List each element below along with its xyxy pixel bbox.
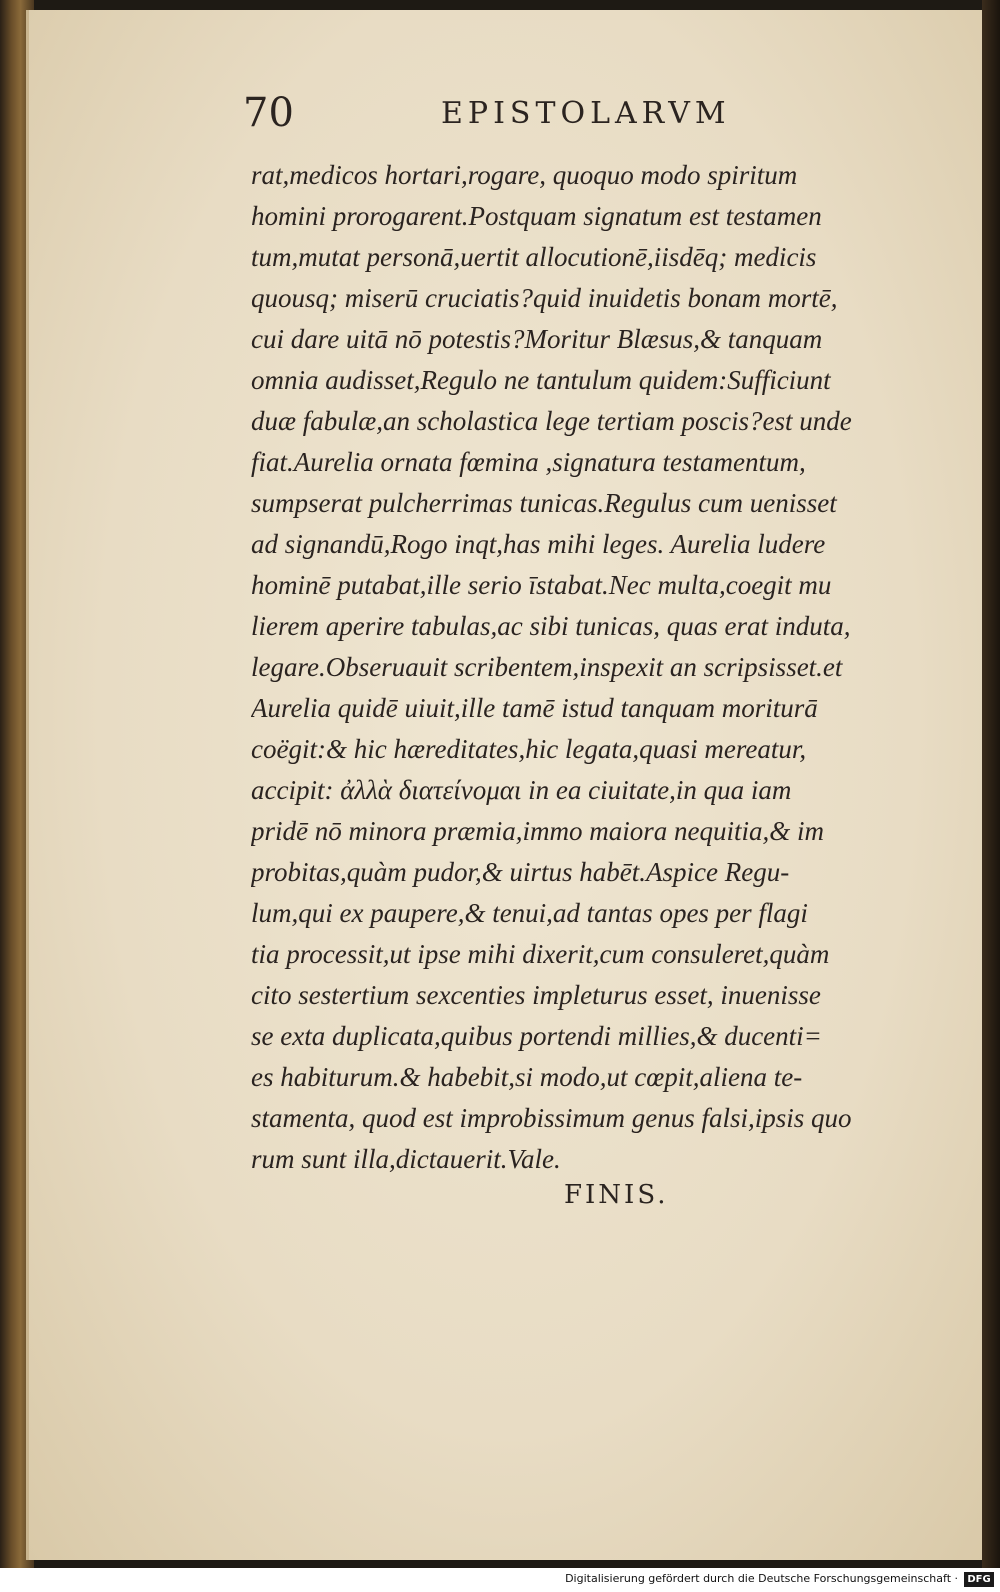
running-head <box>29 90 987 150</box>
dfg-logo-icon: DFG <box>964 1572 994 1587</box>
text-line: Aurelia quidē uiuit,ille tamē istud tanquam moriturā <box>251 693 818 723</box>
text-line: es habiturum.& habebit,si modo,ut cœpit,aliena te- <box>251 1062 803 1092</box>
text-line: homini prorogarent.Postquam signatum est testamen <box>251 201 822 231</box>
footer-credit: Digitalisierung gefördert durch die Deutsche Forschungsgemeinschaft · <box>565 1572 958 1585</box>
running-head-title: EPISTOLARVM <box>441 96 731 131</box>
text-line: lum,qui ex paupere,& tenui,ad tantas opes per flagi <box>251 898 808 928</box>
text-line: coëgit:& hic hæreditates,hic legata,quasi mereatur, <box>251 734 807 764</box>
text-line: rat,medicos hortari,rogare, quoquo modo spiritum <box>251 160 798 190</box>
text-line: omnia audisset,Regulo ne tantulum quidem:Sufficiunt <box>251 365 831 395</box>
text-line: cui dare uitā nō potestis?Moritur Blæsus,& tanquam <box>251 324 823 354</box>
body-text <box>251 155 951 1180</box>
text-line: ad signandū,Rogo inqt,has mihi leges. Aurelia ludere <box>251 529 826 559</box>
text-line: probitas,quàm pudor,& uirtus habēt.Aspice Regu- <box>251 857 790 887</box>
text-line: quousq; miserū cruciatis?quid inuidetis bonam mortē, <box>251 283 838 313</box>
page-edge <box>982 0 1000 1568</box>
text-line: rum sunt illa,dictauerit.Vale. <box>251 1144 561 1174</box>
text-line: tum,mutat personā,uertit allocutionē,iisdēq; medicis <box>251 242 817 272</box>
text-line: tia processit,ut ipse mihi dixerit,cum consuleret,quàm <box>251 939 830 969</box>
text-line: stamenta, quod est improbissimum genus falsi,ipsis quo <box>251 1103 852 1133</box>
text-line: pridē nō minora præmia,immo maiora nequitia,& im <box>251 816 825 846</box>
closing-finis: FINIS. <box>564 1180 669 1210</box>
text-line: hominē putabat,ille serio īstabat.Nec multa,coegit mu <box>251 570 832 600</box>
text-line: duæ fabulæ,an scholastica lege tertiam poscis?est unde <box>251 406 852 436</box>
text-line: sumpserat pulcherrimas tunicas.Regulus cum uenisset <box>251 488 837 518</box>
book-page <box>26 10 987 1560</box>
text-line: legare.Obseruauit scribentem,inspexit an scripsisset.et <box>251 652 843 682</box>
text-line: lierem aperire tabulas,ac sibi tunicas, quas erat induta, <box>251 611 851 641</box>
text-line: fiat.Aurelia ornata fœmina ,signatura testamentum, <box>251 447 806 477</box>
digitization-footer <box>0 1568 1000 1592</box>
text-line: cito sestertium sexcenties impleturus esset, inuenisse <box>251 980 821 1010</box>
text-line: accipit: ἀλλὰ διατείνομαι in ea ciuitate,in qua iam <box>251 775 792 805</box>
page-number: 70 <box>243 90 294 136</box>
text-line: se exta duplicata,quibus portendi millies,& ducenti= <box>251 1021 822 1051</box>
